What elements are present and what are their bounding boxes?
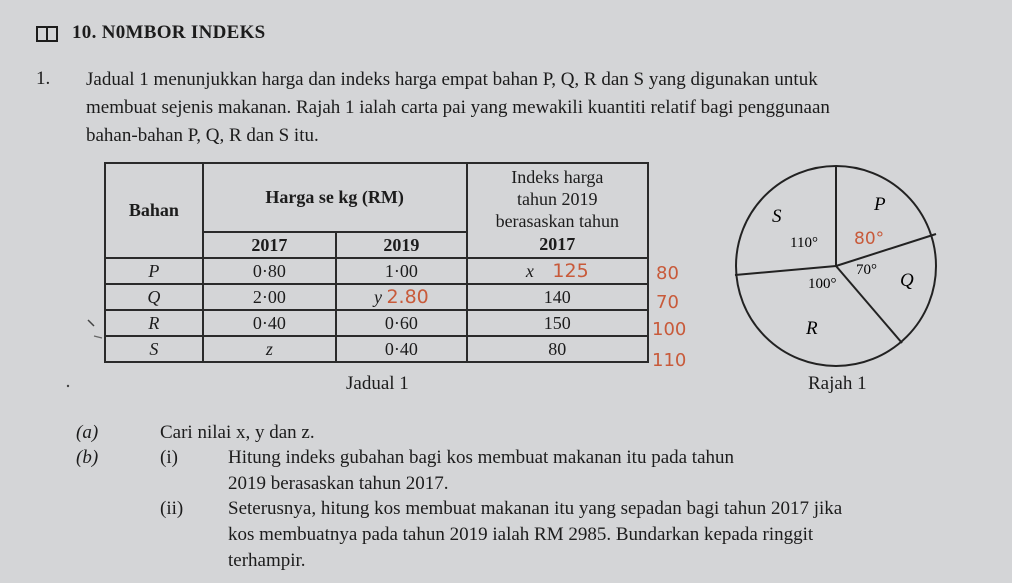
header-base-year: 2017 (467, 232, 648, 258)
cell-price-2019: 0·60 (336, 310, 466, 336)
price-index-table (104, 162, 649, 363)
cell-index (467, 258, 648, 284)
handwritten-answer: 125 (552, 260, 589, 282)
header-year-2017: 2017 (203, 232, 336, 258)
header-bahan: Bahan (105, 163, 203, 258)
cell-price-2017: 0·80 (203, 258, 336, 284)
part-bi-line: Hitung indeks gubahan bagi kos membuat makanan itu pada tahun (228, 447, 735, 468)
table-row (105, 336, 648, 362)
pie-label-p: P (874, 194, 886, 215)
price-variable: y (373, 287, 382, 307)
part-a-label (76, 422, 98, 444)
pie-divider (836, 234, 936, 266)
part-bii-label: (ii) (160, 498, 184, 519)
pie-label-q: Q (900, 270, 914, 291)
pie-caption: Rajah 1 (808, 373, 867, 394)
part-bi-line: 2019 berasaskan tahun 2017. (228, 473, 449, 494)
header-indeks-line: tahun 2019 (517, 189, 598, 209)
table-row (105, 284, 648, 310)
cell-price-2017: z (203, 336, 336, 362)
pie-label-s: S (772, 206, 782, 227)
cell-index: 140 (467, 284, 648, 310)
section-heading: 10. N0MBOR INDEKS (72, 22, 266, 43)
pie-divider (735, 266, 836, 275)
table-caption: Jadual 1 (346, 373, 409, 394)
handwritten-note: 80 (656, 263, 679, 284)
cell-bahan: R (105, 310, 203, 336)
cell-bahan: Q (105, 284, 203, 310)
header-indeks-line: berasaskan tahun (495, 211, 620, 231)
book-icon (36, 25, 58, 43)
part-bii-line: Seterusnya, hitung kos membuat makanan itu yang sepadan bagi tahun 2017 jika (228, 498, 843, 519)
pie-angle-q: 70° (856, 262, 877, 278)
pie-chart (722, 162, 952, 372)
handwritten-note: 70 (656, 292, 679, 313)
cell-index: 150 (467, 310, 648, 336)
table-row (105, 258, 648, 284)
part-a-label-text: (a) (76, 422, 99, 443)
part-bi-label: (i) (160, 447, 178, 468)
question-number: 1. (36, 68, 51, 89)
part-bii-line: kos membuatnya pada tahun 2019 ialah RM 2985. Bundarkan kepada ringgit (228, 524, 814, 545)
handwritten-note: 110 (652, 350, 687, 371)
question-intro (86, 66, 986, 150)
cell-bahan: P (105, 258, 203, 284)
header-harga: Harga se kg (RM) (203, 163, 467, 232)
intro-line: membuat sejenis makanan. Rajah 1 ialah carta pai yang mewakili kuantiti relatif bagi penggunaan (86, 97, 830, 118)
handwritten-answer: 2.80 (386, 286, 429, 308)
intro-line: bahan-bahan P, Q, R dan S itu. (86, 125, 319, 146)
cell-bahan: S (105, 336, 203, 362)
header-indeks-line: Indeks harga (511, 167, 604, 187)
header-indeks (467, 163, 648, 232)
cell-price-2019: 0·40 (336, 336, 466, 362)
pie-angle-r: 100° (808, 276, 837, 292)
cell-price-2019: 1·00 (336, 258, 466, 284)
cell-price-2017: 2·00 (203, 284, 336, 310)
part-a-text: Cari nilai x, y dan z. (160, 422, 315, 443)
index-variable: x (525, 261, 534, 281)
pie-angle-p-handwritten: 80° (854, 229, 885, 249)
cell-price-2017: 0·40 (203, 310, 336, 336)
cell-price-2019 (336, 284, 466, 310)
table-row (105, 310, 648, 336)
pie-angle-s: 110° (790, 235, 818, 251)
part-b-label: (b) (76, 447, 99, 468)
pie-label-r: R (806, 318, 818, 339)
header-year-2019: 2019 (336, 232, 466, 258)
cell-index: 80 (467, 336, 648, 362)
intro-line: Jadual 1 menunjukkan harga dan indeks harga empat bahan P, Q, R dan S yang digunakan untuk (86, 69, 818, 90)
stray-pen-mark (60, 318, 120, 388)
part-bii-line: terhampir. (228, 550, 306, 571)
handwritten-note: 100 (652, 319, 687, 340)
